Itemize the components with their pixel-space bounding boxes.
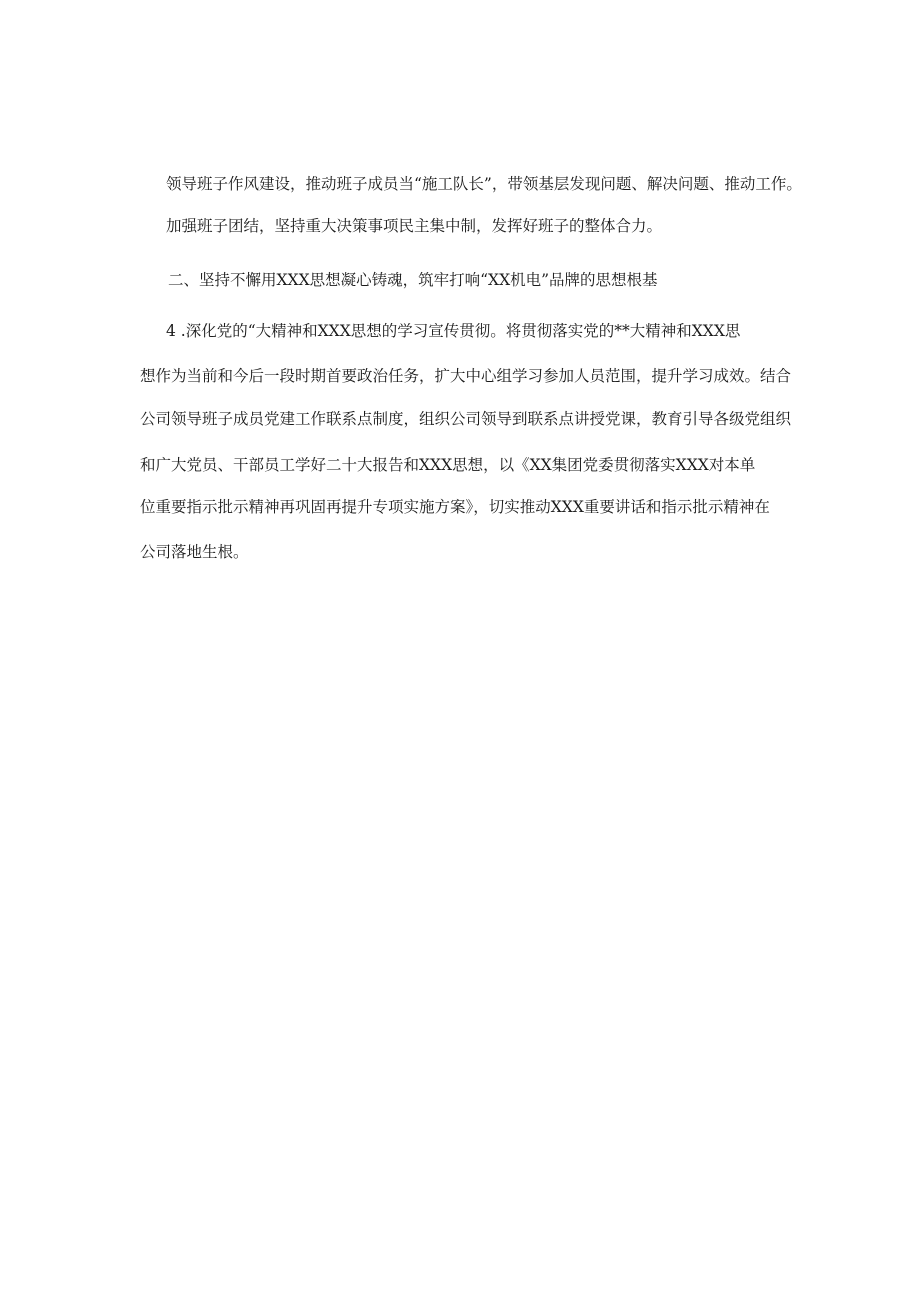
paragraph-3-line-4: 和广大党员、干部员工学好二十大报告和XXX思想，以《XX集团党委贯彻落实XXX对本单 bbox=[140, 456, 756, 474]
paragraph-3-line-3: 公司领导班子成员党建工作联系点制度，组织公司领导到联系点讲授党课，教育引导各级党组织 bbox=[140, 410, 792, 428]
paragraph-3-line-2: 想作为当前和今后一段时期首要政治任务，扩大中心组学习参加人员范围，提升学习成效。结合 bbox=[140, 367, 792, 385]
paragraph-3-line-5: 位重要指示批示精神再巩固再提升专项实施方案》，切实推动XXX重要讲话和指示批示精神在 bbox=[140, 498, 770, 516]
paragraph-1-line-2: 加强班子团结，坚持重大决策事项民主集中制，发挥好班子的整体合力。 bbox=[166, 217, 663, 235]
section-heading: 二、坚持不懈用XXX思想凝心铸魂，筑牢打响“XX机电”品牌的思想根基 bbox=[168, 271, 658, 289]
paragraph-3-line-1: 4 .深化党的“大精神和XXX思想的学习宣传贯彻。将贯彻落实党的**大精神和XXX思 bbox=[166, 322, 741, 340]
paragraph-1-line-1: 领导班子作风建设，推动班子成员当“施工队长”，带领基层发现问题、解决问题、推动工作。 bbox=[166, 175, 802, 193]
paragraph-3-line-6: 公司落地生根。 bbox=[140, 543, 249, 561]
